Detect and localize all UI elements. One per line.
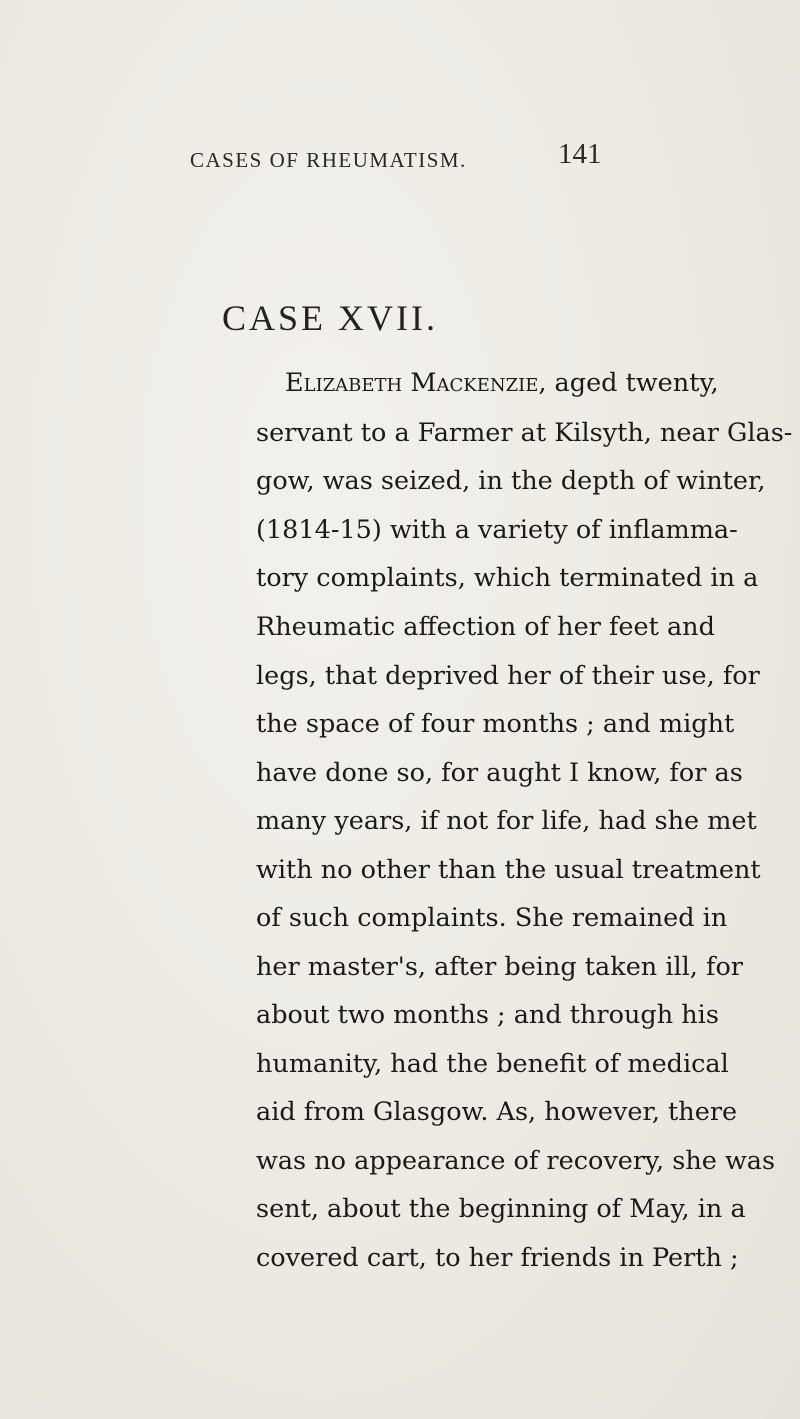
patient-name: Elizabeth Mackenzie, [285, 368, 547, 398]
body-line: covered cart, to her friends in Perth ; [256, 1243, 739, 1273]
body-line: (1814-15) with a variety of inflamma- [256, 515, 738, 545]
body-line-first [285, 363, 719, 403]
body-line: servant to a Farmer at Kilsyth, near Glas- [256, 418, 793, 448]
body-line: of such complaints. She remained in [256, 903, 728, 933]
first-line-rest: aged twenty, [546, 368, 719, 398]
page-number: 141 [558, 138, 602, 170]
body-line: about two months ; and through his [256, 1000, 719, 1030]
body-line: legs, that deprived her of their use, for [256, 661, 760, 691]
case-heading: CASE XVII. [222, 298, 438, 338]
body-line: her master's, after being taken ill, for [256, 952, 743, 982]
body-line: aid from Glasgow. As, however, there [256, 1097, 738, 1127]
body-line: was no appearance of recovery, she was [256, 1146, 776, 1176]
body-line: tory complaints, which terminated in a [256, 563, 759, 593]
body-line: gow, was seized, in the depth of winter, [256, 466, 766, 496]
body-line: the space of four months ; and might [256, 709, 735, 739]
body-line: sent, about the beginning of May, in a [256, 1194, 746, 1224]
body-line: with no other than the usual treatment [256, 855, 761, 885]
running-head: CASES OF RHEUMATISM. [190, 148, 467, 172]
body-line: humanity, had the benefit of medical [256, 1049, 729, 1079]
body-line: have done so, for aught I know, for as [256, 758, 743, 788]
body-line: Rheumatic affection of her feet and [256, 612, 715, 642]
body-line: many years, if not for life, had she met [256, 806, 757, 836]
